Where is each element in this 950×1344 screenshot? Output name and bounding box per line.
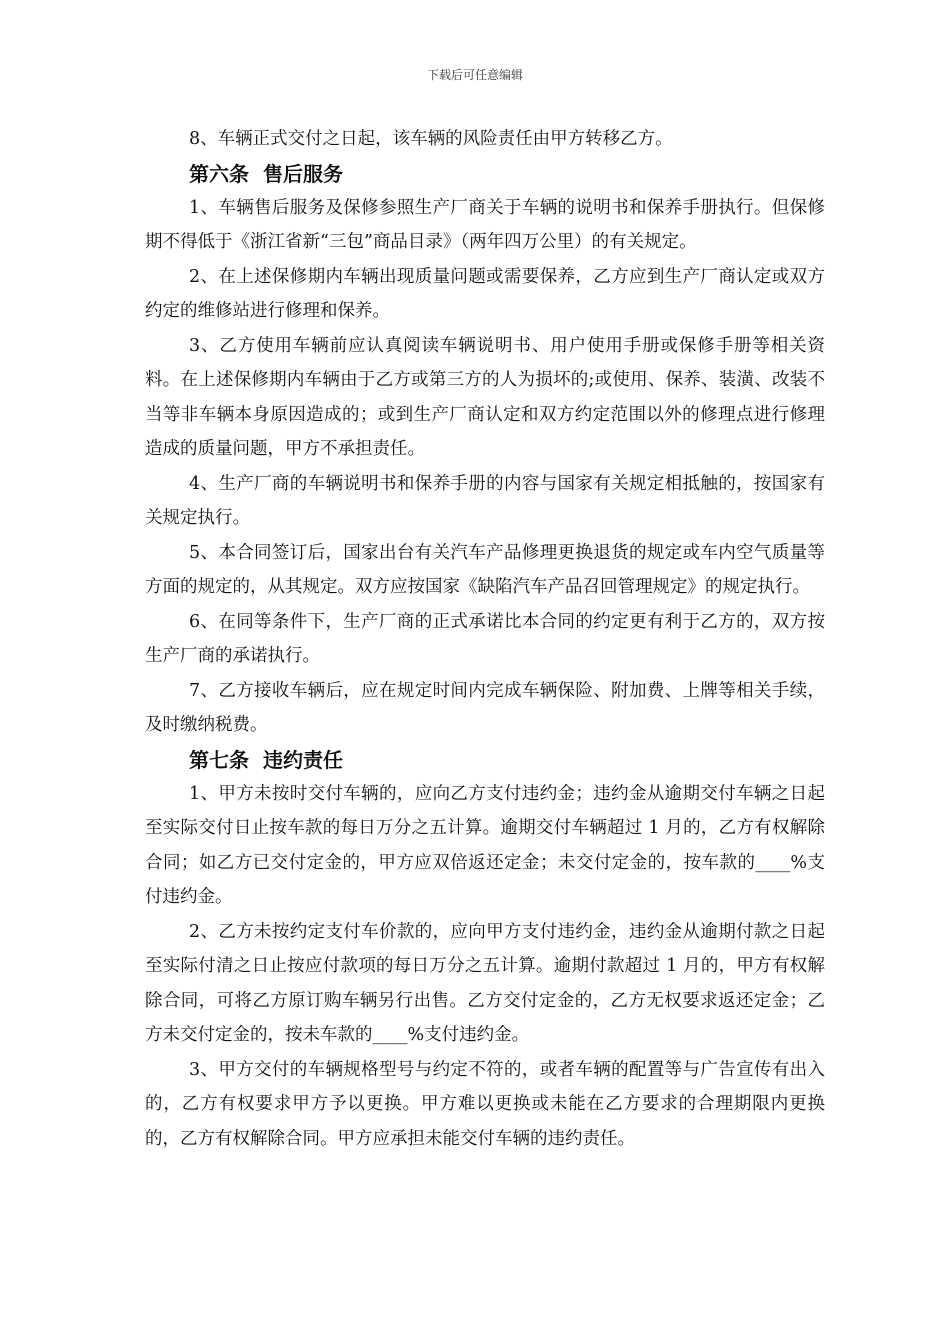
paragraph-text: 2、在上述保修期内车辆出现质量问题或需要保养，乙方应到生产厂商认定或双方约定的维修站进行修理和保养。 (145, 266, 825, 321)
paragraph-text: 3、乙方使用车辆前应认真阅读车辆说明书、用户使用手册或保修手册等相关资料。在上述保修期内车辆由于乙方或第三方的人为损坏的;或使用、保养、装潢、改装不当等非车辆本身原因造成的；或到生产厂商认定和双方约定范围以外的修理点进行修理造成的质量问题，甲方不承担责任。 (145, 335, 825, 459)
article-7-item-2 (145, 915, 825, 1053)
article-6-item-3 (145, 329, 825, 467)
article-6-item-2 (145, 260, 825, 329)
article-number: 第七条 (189, 747, 249, 772)
article-number: 第六条 (189, 161, 249, 186)
article-6-item-7 (145, 674, 825, 743)
paragraph-text: 4、生产厂商的车辆说明书和保养手册的内容与国家有关规定相抵触的，按国家有关规定执行。 (145, 473, 825, 528)
article-title: 违约责任 (263, 747, 343, 772)
article-6-heading (145, 157, 825, 191)
paragraph-text: 5、本合同签订后，国家出台有关汽车产品修理更换退货的规定或车内空气质量等方面的规定的，从其规定。双方应按国家《缺陷汽车产品召回管理规定》的规定执行。 (145, 542, 825, 597)
article-6-item-6 (145, 605, 825, 674)
paragraph-text: 1、甲方未按时交付车辆的，应向乙方支付违约金；违约金从逾期交付车辆之日起至实际交付日止按车款的每日万分之五计算。逾期交付车辆超过 1 月的，乙方有权解除合同；如乙方已交付定金的，甲方应双倍返还定金；未交付定金的，按车款的____%支付违约金。 (145, 783, 825, 907)
paragraph-text: 2、乙方未按约定支付车价款的，应向甲方支付违约金，违约金从逾期付款之日起至实际付清之日止按应付款项的每日万分之五计算。逾期付款超过 1 月的，甲方有权解除合同，可将乙方原订购车辆另行出售。乙方交付定金的，乙方无权要求返还定金；乙方未交付定金的，按未车款的____%支付违约金。 (145, 921, 825, 1045)
article-6-item-5 (145, 536, 825, 605)
article-title: 售后服务 (263, 161, 343, 186)
paragraph-text: 8、车辆正式交付之日起，该车辆的风险责任由甲方转移乙方。 (189, 129, 673, 149)
article-7-heading (145, 743, 825, 777)
article-6-item-4 (145, 467, 825, 536)
article-7-item-3 (145, 1053, 825, 1157)
paragraph-text: 7、乙方接收车辆后，应在规定时间内完成车辆保险、附加费、上牌等相关手续，及时缴纳税费。 (145, 680, 825, 735)
article-7-item-1 (145, 777, 825, 915)
clause-5-item-8 (145, 122, 825, 157)
paragraph-text: 3、甲方交付的车辆规格型号与约定不符的，或者车辆的配置等与广告宣传有出入的，乙方有权要求甲方予以更换。甲方难以更换或未能在乙方要求的合理期限内更换的，乙方有权解除合同。甲方应承担未能交付车辆的违约责任。 (145, 1059, 825, 1149)
document-body (145, 122, 825, 1156)
article-6-item-1 (145, 191, 825, 260)
paragraph-text: 1、车辆售后服务及保修参照生产厂商关于车辆的说明书和保养手册执行。但保修期不得低于《浙江省新“三包”商品目录》（两年四万公里）的有关规定。 (145, 197, 825, 252)
paragraph-text: 6、在同等条件下，生产厂商的正式承诺比本合同的约定更有利于乙方的，双方按生产厂商的承诺执行。 (145, 611, 825, 666)
page-header: 下载后可任意编辑 (426, 68, 523, 82)
